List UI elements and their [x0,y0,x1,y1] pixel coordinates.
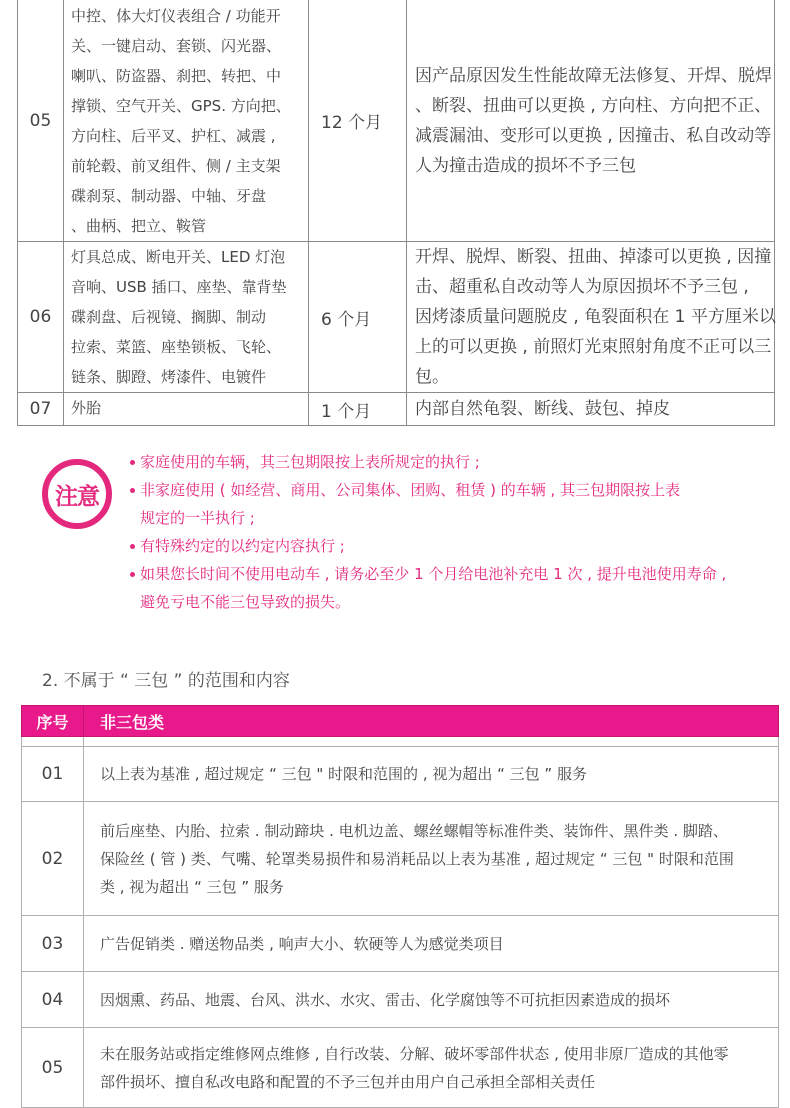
parts-line: 前轮毂、前叉组件、侧 / 主支架 [71,156,281,175]
rule-cell [407,0,775,242]
parts-cell [64,393,309,426]
exclusions-table [21,705,779,1108]
notice-text: 家庭使用的车辆，其三包期限按上表所规定的执行 ; [140,453,480,471]
row-number: 03 [22,916,84,972]
exclusion-text [84,802,779,916]
notice-text: 有特殊约定的以约定内容执行 ; [140,537,345,555]
exclusion-line: 以上表为基准 , 超过规定 “ 三包 " 时限和范围的 , 视为超出 “ 三包 ” 服务 [100,765,587,783]
column-header-category: 非三包类 [84,706,779,737]
exclusion-line: 前后座垫、内胎、拉索 . 制动蹄块 . 电机边盖、螺丝螺帽等标准件类、装饰件、黑件类 . 脚踏、 [100,821,728,840]
table-row [22,802,779,916]
exclusion-text [84,747,779,802]
parts-line: 关、一键启动、套锁、闪光器、 [71,36,282,55]
rule-line: 因烤漆质量问题脱皮 , 龟裂面积在 1 平方厘米以 [415,307,776,327]
notice-item [128,532,778,560]
row-number: 01 [22,747,84,802]
rule-line: 上的可以更换 , 前照灯光束照射角度不正可以三 [415,337,772,357]
table-row [18,393,775,426]
table-header-row [22,706,779,737]
warranty-period: 6 个月 [309,242,407,393]
notice-badge [42,459,112,529]
column-header-number: 序号 [22,706,84,737]
row-number: 07 [18,393,64,426]
notice-text: 非家庭使用 ( 如经营、商用、公司集体、团购、租赁 ) 的车辆 , 其三包期限按上表 [140,481,681,499]
row-number: 02 [22,802,84,916]
parts-line: 灯具总成、断电开关、LED 灯泡 [71,248,286,266]
notice-badge-label: 注意 [55,483,99,510]
notice-list [128,448,778,616]
warranty-period-table [17,0,775,426]
exclusion-line: 部件损坏、擅自私改电路和配置的不予三包并由用户自己承担全部相关责任 [100,1072,596,1091]
parts-line: 音响、USB 插口、座垫、靠背垫 [71,278,287,296]
row-number: 04 [22,972,84,1028]
exclusion-line: 广告促销类 . 赠送物品类 , 响声大小、软硬等人为感觉类项目 [100,934,504,953]
notice-text: 规定的一半执行 ; [140,509,255,527]
exclusion-line: 因烟熏、药品、地震、台风、洪水、水灾、雷击、化学腐蚀等不可抗拒因素造成的损坏 [100,990,671,1009]
parts-line: 方向柱、后平叉、护杠、减震 , [71,126,276,145]
exclusion-line: 保险丝 ( 管 ) 类、气嘴、轮罩类易损件和易消耗品以上表为基准 , 超过规定 “ 三包 " 时限和范围 [100,849,734,868]
rule-cell [407,393,775,426]
parts-line: 链条、脚蹬、烤漆件、电镀件 [71,368,267,386]
notice-item [128,560,778,616]
parts-line: 喇叭、防盗器、刹把、转把、中 [71,66,282,85]
rule-line: 包。 [415,367,449,387]
rule-line: 内部自然龟裂、断线、鼓包、掉皮 [415,399,670,419]
bullet-icon [130,572,135,577]
table-row [18,242,775,393]
table-spacer-row [22,737,779,747]
warranty-period: 1 个月 [309,393,407,426]
parts-line: 外胎 [71,399,102,417]
parts-line: 中控、体大灯仪表组合 / 功能开 [71,6,281,25]
bullet-icon [130,460,135,465]
spacer-cell [22,737,84,747]
parts-line: 撑锁、空气开关、GPS. 方向把、 [71,96,291,115]
rule-line: 、断裂、扭曲可以更换 , 方向柱、方向把不正、 [415,95,772,116]
notice-text: 避免亏电不能三包导致的损失。 [140,593,351,611]
table-row [22,972,779,1028]
row-number: 05 [18,0,64,242]
parts-line: 拉索、菜篮、座垫锁板、飞轮、 [71,338,282,356]
table-row [22,916,779,972]
table-row [22,1028,779,1108]
row-number: 06 [18,242,64,393]
section-title: 2. 不属于 “ 三包 ” 的范围和内容 [42,671,290,691]
exclusion-line: 类 , 视为超出 “ 三包 ” 服务 [100,877,284,896]
exclusion-text [84,1028,779,1108]
rule-line: 开焊、脱焊、断裂、扭曲、掉漆可以更换 , 因撞 [415,247,772,267]
rule-line: 人为撞击造成的损坏不予三包 [415,155,636,176]
bullet-icon [130,488,135,493]
rule-cell [407,242,775,393]
rule-line: 击、超重私自改动等人为原因损坏不予三包 , [415,277,749,297]
parts-cell [64,0,309,242]
spacer-cell [84,737,779,747]
parts-line: 碟刹盘、后视镜、搁脚、制动 [71,308,267,326]
rule-line: 减震漏油、变形可以更换 , 因撞击、私自改动等 [415,125,772,146]
bullet-icon [130,544,135,549]
parts-line: 、曲柄、把立、鞍管 [71,216,207,235]
table-row [22,747,779,802]
notice-item [128,448,778,476]
parts-line: 碟刹泵、制动器、中轴、牙盘 [71,186,267,205]
table-row [18,0,775,242]
rule-line: 因产品原因发生性能故障无法修复、开焊、脱焊 [415,65,772,86]
exclusion-text [84,972,779,1028]
notice-text: 如果您长时间不使用电动车 , 请务必至少 1 个月给电池补充电 1 次 , 提升电池使用寿命 , [140,565,727,583]
parts-cell [64,242,309,393]
exclusion-text [84,916,779,972]
exclusion-line: 未在服务站或指定维修网点维修 , 自行改装、分解、破坏零部件状态 , 使用非原厂造成的其他零 [100,1044,729,1063]
warranty-period: 12 个月 [309,0,407,242]
notice-item [128,476,778,532]
row-number: 05 [22,1028,84,1108]
